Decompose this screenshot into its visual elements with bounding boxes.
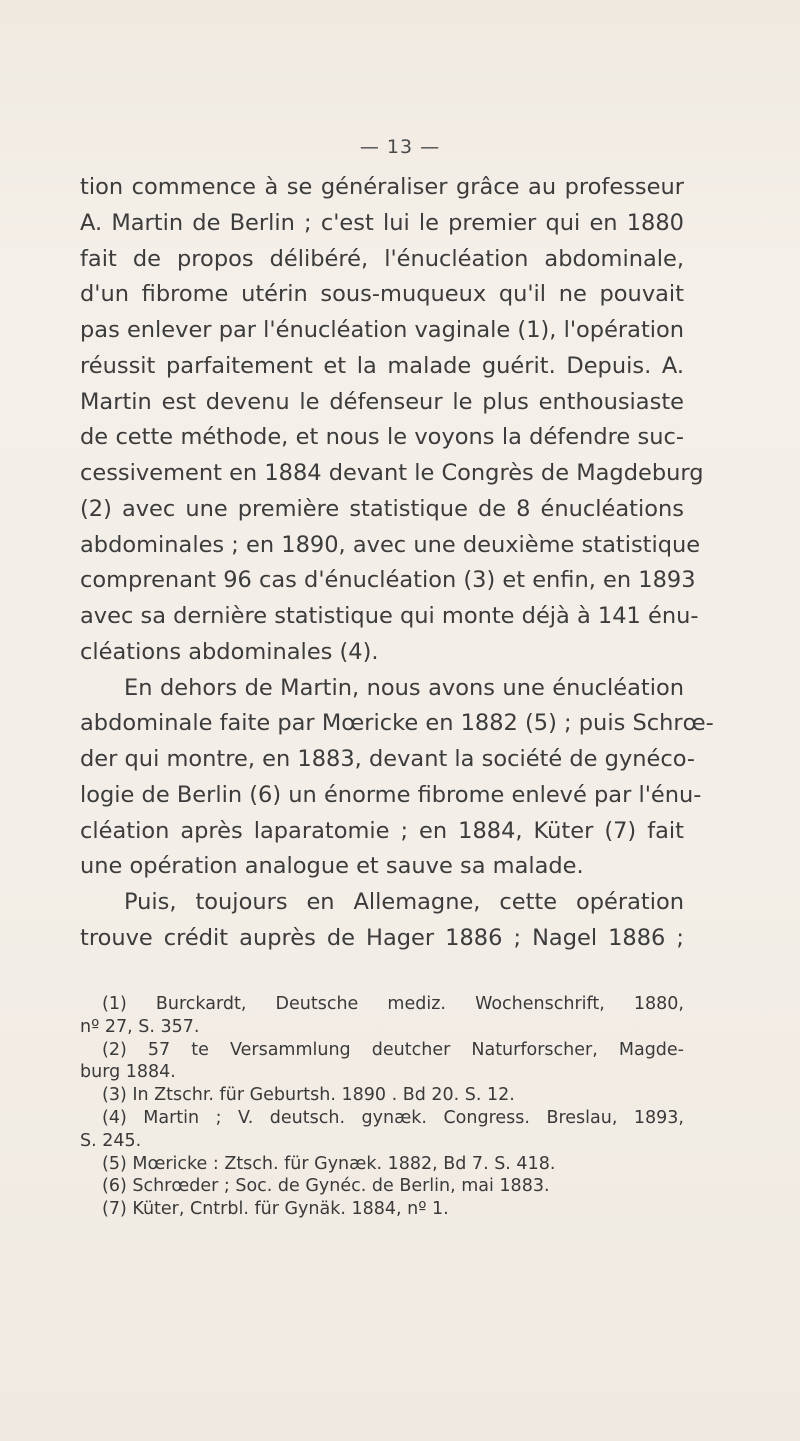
text-line: fait de propos délibéré, l'énucléation abdominale, [80,245,684,272]
paragraph-start-line: Puis, toujours en Allemagne, cette opération [124,889,684,915]
footnote-line: (6) Schrœder ; Soc. de Gynéc. de Berlin, mai 1883. [102,1176,550,1197]
footnote-line: (4) Martin ; V. deutsch. gynæk. Congress. Breslau, 1893, [102,1107,684,1128]
text-line: Martin est devenu le défenseur le plus enthousiaste [80,388,684,415]
text-line: A. Martin de Berlin ; c'est lui le premier qui en 1880 [80,209,684,236]
footnote-line: nº 27, S. 357. [80,1016,200,1037]
text-line: (2) avec une première statistique de 8 énucléations [80,495,684,522]
text-line: logie de Berlin (6) un énorme fibrome enlevé par l'énu- [80,781,702,808]
text-line: tion commence à se généraliser grâce au professeur [80,174,684,200]
text-line: comprenant 96 cas d'énucléation (3) et enfin, en 1893 [80,567,696,594]
paragraph-start-line: En dehors de Martin, nous avons une énucléation [124,674,684,701]
text-line: der qui montre, en 1883, devant la société de gynéco- [80,746,696,772]
page-number: — 13 — [359,136,441,158]
text-line: avec sa dernière statistique qui monte déjà à 141 énu- [80,603,699,629]
footnotes [80,993,684,1221]
text-line: abdominale faite par Mœricke en 1882 (5) ; puis Schrœ- [80,710,714,737]
footnote-line: (7) Küter, Cntrbl. für Gynäk. 1884, nº 1. [102,1199,449,1220]
text-line: cessivement en 1884 devant le Congrès de Magdeburg [80,460,704,486]
footnote-line: (1) Burckardt, Deutsche mediz. Wochenschrift, 1880, [102,994,684,1014]
text-line: une opération analogue et sauve sa malade. [80,853,584,880]
text-line: cléation après laparatomie ; en 1884, Küter (7) fait [80,817,684,844]
text-line: de cette méthode, et nous le voyons la défendre suc- [80,424,684,451]
text-line: réussit parfaitement et la malade guérit. Depuis. A. [80,352,684,379]
text-line: abdominales ; en 1890, avec une deuxième statistique [80,531,701,558]
text-line: pas enlever par l'énucléation vaginale (1), l'opération [80,317,685,343]
body-text [80,170,714,957]
footnote-line: (5) Mœricke : Ztsch. für Gynæk. 1882, Bd 7. S. 418. [102,1153,556,1174]
footnote-line: (2) 57 te Versammlung deutcher Naturforscher, Magde- [102,1039,684,1060]
footnote-line: (3) In Ztschr. für Geburtsh. 1890 . Bd 20. S. 12. [102,1085,515,1106]
text-line: cléations abdominales (4). [80,638,379,665]
text-line: trouve crédit auprès de Hager 1886 ; Nagel 1886 ; [80,924,684,951]
footnote-line: S. 245. [80,1130,142,1151]
footnote-line: burg 1884. [80,1062,176,1083]
text-line: d'un fibrome utérin sous-muqueux qu'il ne pouvait [80,281,684,308]
